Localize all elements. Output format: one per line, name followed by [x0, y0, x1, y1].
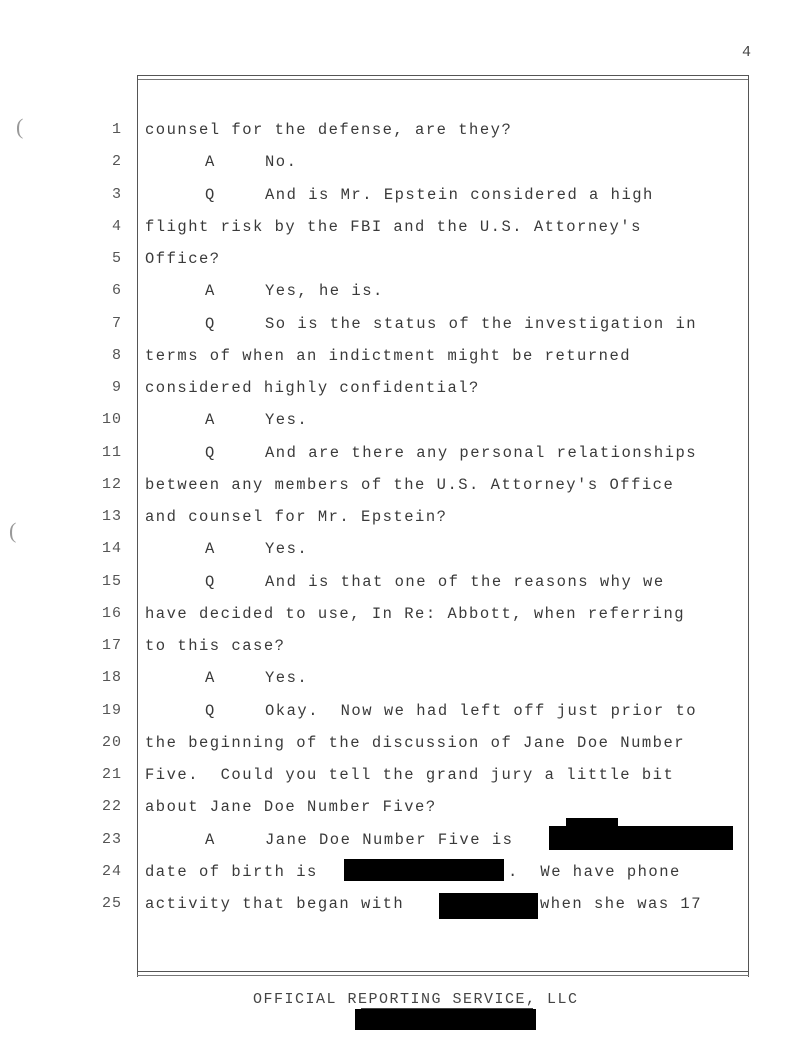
speaker-label: A — [205, 153, 216, 172]
transcript-line — [0, 476, 811, 504]
line-text: Jane Doe Number Five is — [265, 830, 514, 849]
transcript-line — [0, 250, 811, 278]
speaker-label: Q — [205, 701, 216, 720]
redaction-box — [549, 826, 733, 850]
line-text: activity that began with — [145, 895, 405, 913]
transcript-line — [0, 444, 811, 472]
transcript-line — [0, 540, 811, 568]
line-number: 2 — [111, 153, 122, 171]
line-text: counsel for the defense, are they? — [145, 121, 513, 139]
line-number: 9 — [111, 379, 122, 396]
transcript-line — [0, 895, 811, 923]
transcript-line — [0, 153, 811, 181]
line-number: 14 — [101, 540, 122, 558]
speaker-label: A — [205, 540, 216, 559]
frame-top-rule-inner — [137, 79, 749, 80]
line-text: And is Mr. Epstein considered a high — [265, 185, 654, 204]
line-number: 13 — [101, 508, 122, 525]
line-text: No. — [265, 153, 298, 172]
line-text: And are there any personal relationships — [265, 443, 698, 462]
transcript-line — [0, 798, 811, 826]
line-text: when she was 17 — [540, 895, 703, 913]
transcript-line — [0, 186, 811, 214]
transcript-line — [0, 282, 811, 310]
line-number: 7 — [111, 314, 122, 332]
transcript-line — [0, 218, 811, 246]
frame-bottom-rule — [137, 971, 749, 972]
line-text: And is that one of the reasons why we — [265, 572, 665, 591]
line-text: Yes. — [265, 669, 309, 688]
speaker-label: Q — [205, 572, 216, 591]
transcript-line — [0, 573, 811, 601]
redaction-box — [439, 893, 538, 919]
margin-paren-mark: ( — [16, 114, 24, 139]
line-number: 15 — [101, 572, 122, 590]
line-number: 25 — [101, 895, 122, 912]
speaker-label: Q — [205, 443, 216, 462]
line-number: 8 — [111, 346, 122, 364]
line-text: about Jane Doe Number Five? — [145, 798, 437, 817]
line-text: between any members of the U.S. Attorney's Office — [145, 475, 675, 494]
transcript-line — [0, 347, 811, 375]
frame-bottom-rule-inner — [137, 975, 749, 976]
line-text: Yes. — [265, 411, 309, 430]
line-number: 3 — [111, 185, 122, 203]
line-text: So is the status of the investigation in — [265, 314, 698, 333]
line-text: considered highly confidential? — [145, 379, 480, 397]
line-text: Yes, he is. — [265, 282, 384, 301]
line-text: flight risk by the FBI and the U.S. Attorney's — [145, 217, 642, 236]
line-number: 20 — [101, 733, 122, 751]
redaction-box — [344, 859, 504, 881]
transcript-line — [0, 379, 811, 407]
line-number: 10 — [101, 411, 122, 429]
line-number: 19 — [101, 701, 122, 719]
frame-top-rule — [137, 75, 749, 76]
transcript-line — [0, 411, 811, 439]
transcript-line — [0, 605, 811, 633]
line-number: 11 — [101, 443, 122, 461]
line-text: Five. Could you tell the grand jury a little bit — [145, 766, 675, 784]
transcript-line — [0, 508, 811, 536]
speaker-label: A — [205, 411, 216, 430]
transcript-line — [0, 702, 811, 730]
speaker-label: Q — [205, 185, 216, 204]
line-number: 5 — [111, 250, 122, 267]
transcript-line — [0, 637, 811, 665]
margin-paren-mark: ( — [9, 518, 17, 543]
line-text: Office? — [145, 250, 221, 268]
speaker-label: Q — [205, 314, 216, 333]
line-number: 18 — [101, 669, 122, 687]
line-number: 21 — [101, 766, 122, 783]
line-number: 1 — [111, 121, 122, 138]
line-text: and counsel for Mr. Epstein? — [145, 508, 448, 526]
transcript-line — [0, 766, 811, 794]
line-number: 12 — [101, 475, 122, 493]
line-number: 6 — [111, 282, 122, 300]
speaker-label: A — [205, 830, 216, 849]
transcript-line — [0, 669, 811, 697]
speaker-label: A — [205, 669, 216, 688]
line-text: to this case? — [145, 637, 286, 655]
line-number: 16 — [101, 604, 122, 622]
line-text: the beginning of the discussion of Jane Doe Number — [145, 733, 686, 752]
page-number: 4 — [742, 44, 752, 61]
footer-underline — [361, 1008, 533, 1009]
line-text: Okay. Now we had left off just prior to — [265, 701, 698, 720]
line-number: 22 — [101, 798, 122, 816]
line-text: terms of when an indictment might be returned — [145, 346, 632, 365]
line-number: 24 — [101, 862, 122, 880]
transcript-line — [0, 315, 811, 343]
line-text: have decided to use, In Re: Abbott, when referring — [145, 604, 686, 623]
line-number: 4 — [111, 217, 122, 235]
transcript-line — [0, 734, 811, 762]
transcript-line — [0, 121, 811, 149]
speaker-label: A — [205, 282, 216, 301]
line-text: date of birth is — [145, 862, 318, 881]
line-text: Yes. — [265, 540, 309, 559]
footer-reporter-name: OFFICIAL REPORTING SERVICE, LLC — [253, 991, 579, 1008]
line-text: . We have phone — [508, 862, 681, 881]
redaction-box — [355, 1009, 536, 1030]
line-number: 23 — [101, 830, 122, 848]
line-number: 17 — [101, 637, 122, 654]
